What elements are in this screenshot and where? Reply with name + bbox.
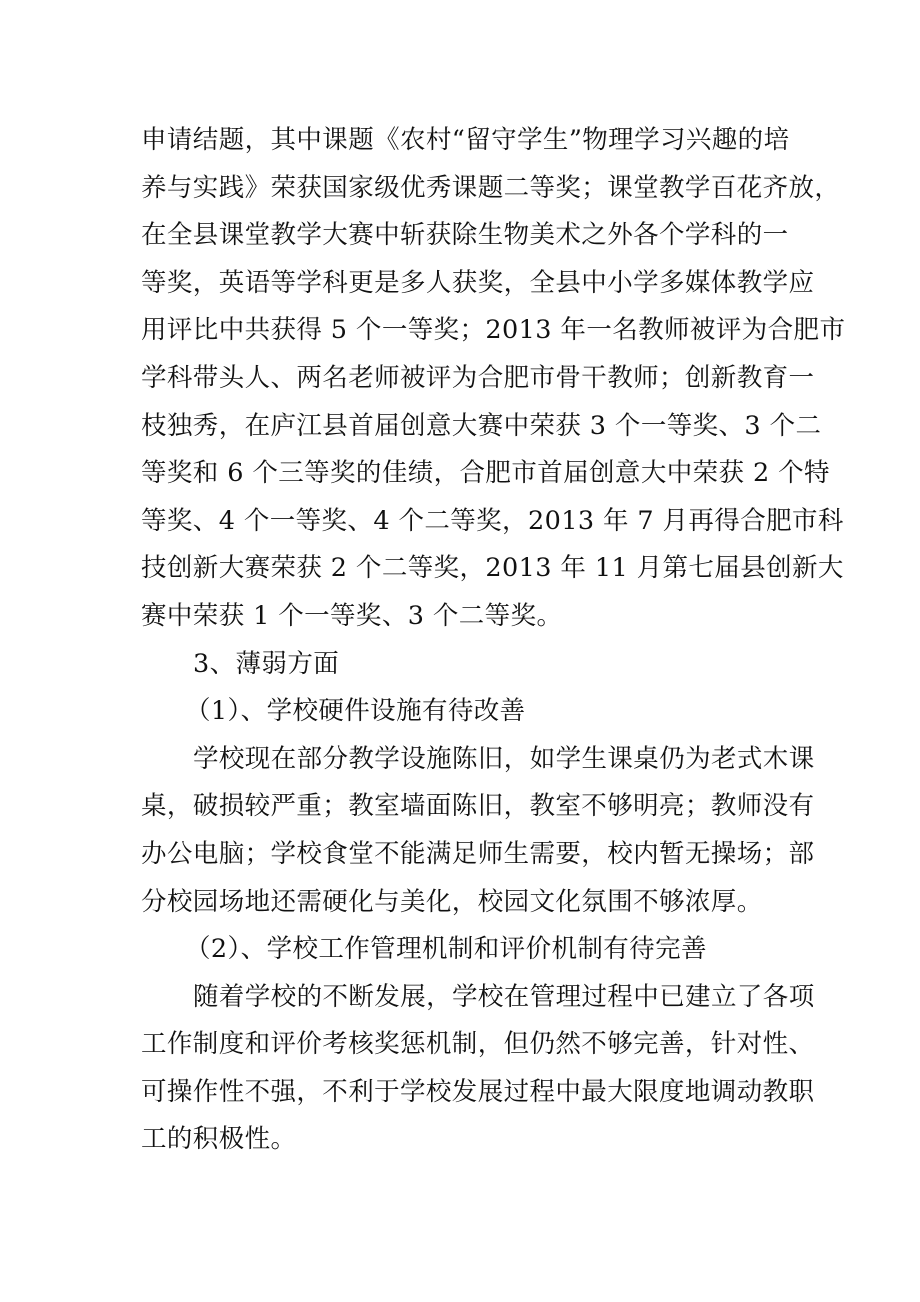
document-body: [141, 117, 846, 1164]
text-line: 工作制度和评价考核奖惩机制，但仍然不够完善，针对性、: [141, 1029, 815, 1060]
text-line: 分校园场地还需硬化与美化，校园文化氛围不够浓厚。: [141, 886, 763, 917]
text-line: 桌，破损较严重；教室墙面陈旧，教室不够明亮；教师没有: [141, 791, 815, 822]
text-line: 工的积极性。: [141, 1124, 297, 1155]
text-line: 等奖，英语等学科更是多人获奖，全县中小学多媒体教学应: [141, 267, 815, 298]
subsection-heading: （1）、学校硬件设施有待改善: [185, 696, 526, 727]
subsection-heading: （2）、学校工作管理机制和评价机制有待完善: [185, 934, 707, 965]
text-line: 申请结题，其中课题《农村“留守学生”物理学习兴趣的培: [141, 125, 790, 155]
text-line: 可操作性不强，不利于学校发展过程中最大限度地调动教职: [141, 1076, 815, 1107]
text-line: 用评比中共获得 5 个一等奖；2013 年一名教师被评为合肥市: [141, 315, 846, 346]
text-line: 赛中荣获 1 个一等奖、3 个二等奖。: [141, 600, 563, 631]
text-line: 办公电脑；学校食堂不能满足师生需要，校内暂无操场；部: [141, 838, 815, 869]
text-line: 技创新大赛荣获 2 个二等奖，2013 年 11 月第七届县创新大: [141, 553, 844, 584]
text-line: 养与实践》荣获国家级优秀课题二等奖；课堂教学百花齐放，: [141, 172, 841, 203]
paragraph-first-line: 随着学校的不断发展，学校在管理过程中已建立了各项: [193, 981, 815, 1012]
text-line: 枝独秀，在庐江县首届创意大赛中荣获 3 个一等奖、3 个二: [141, 410, 822, 441]
text-line: 学科带头人、两名老师被评为合肥市骨干教师；创新教育一: [141, 362, 815, 393]
paragraph-first-line: 学校现在部分教学设施陈旧，如学生课桌仍为老式木课: [193, 743, 815, 774]
section-heading: 3、薄弱方面: [193, 648, 340, 679]
text-line: 等奖、4 个一等奖、4 个二等奖，2013 年 7 月再得合肥市科: [141, 505, 844, 536]
text-line: 等奖和 6 个三等奖的佳绩，合肥市首届创意大中荣获 2 个特: [141, 458, 830, 489]
text-line: 在全县课堂教学大赛中斩获除生物美术之外各个学科的一: [141, 220, 789, 251]
